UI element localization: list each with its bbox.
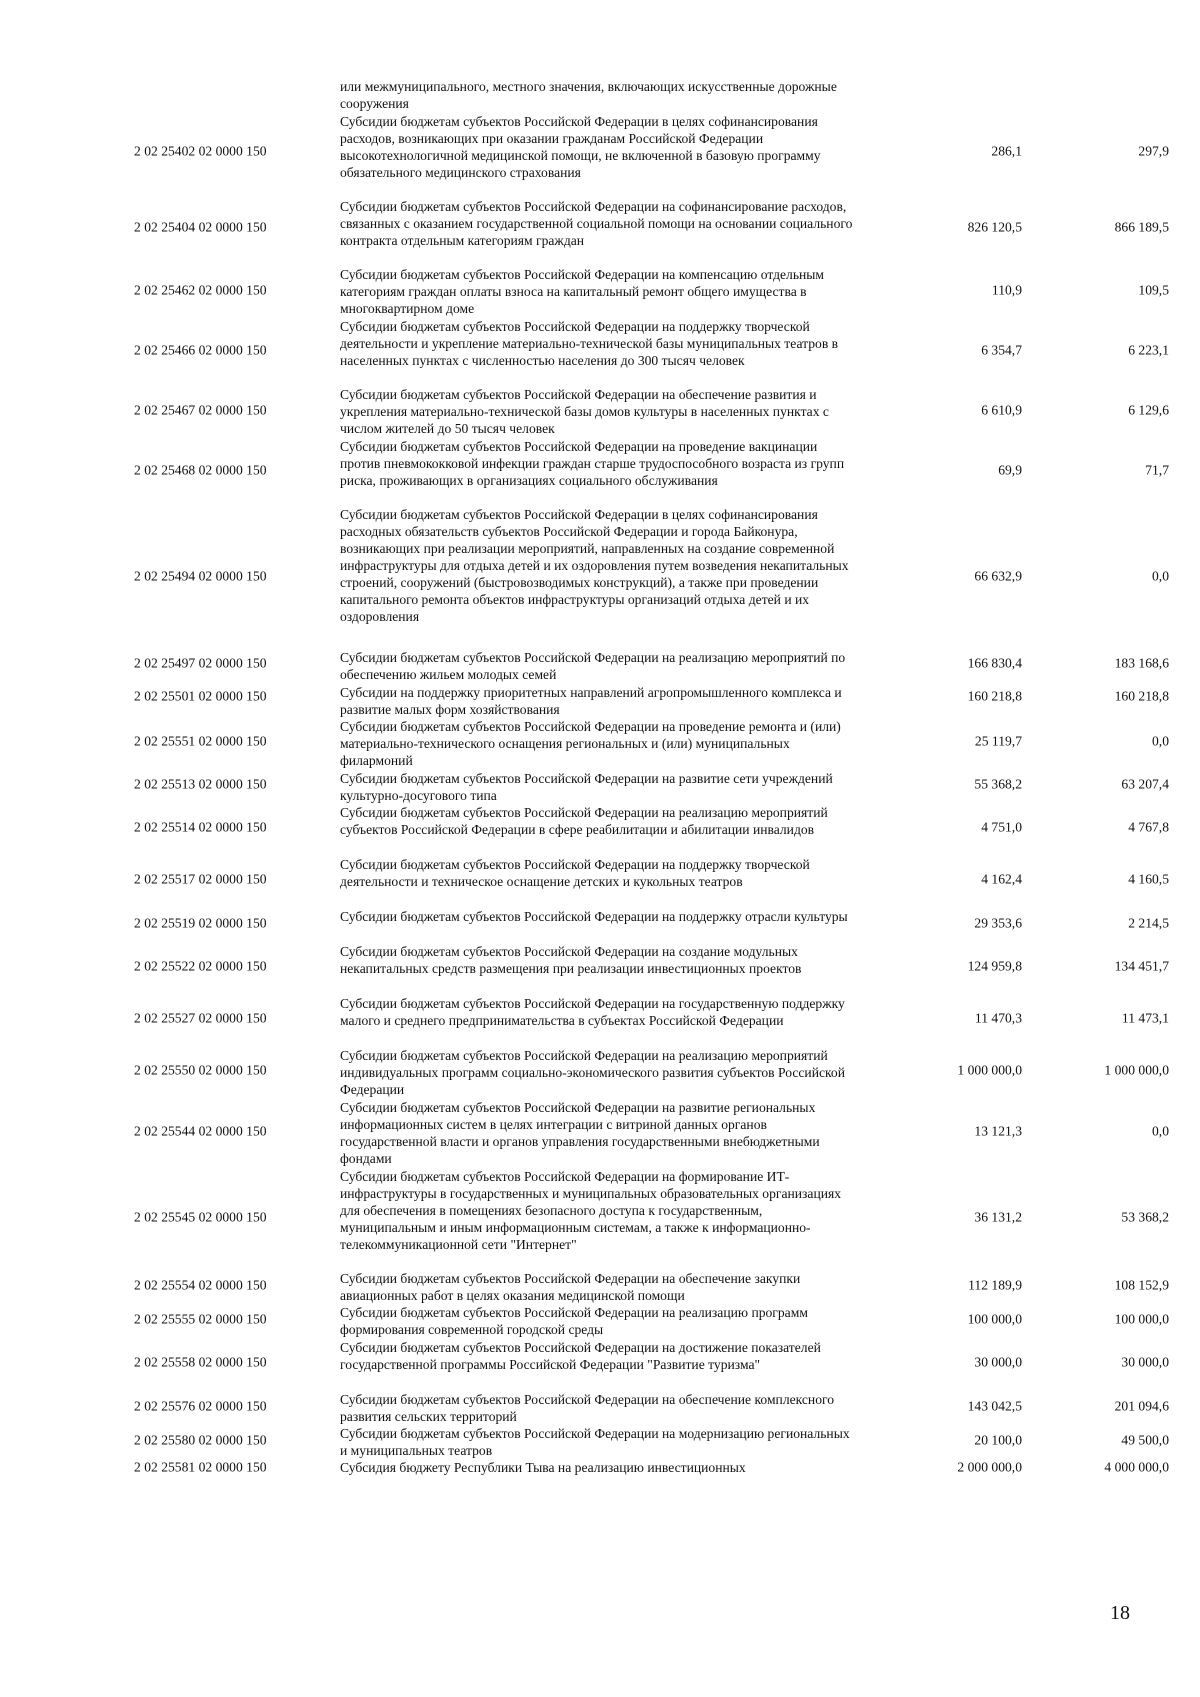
amount-year-1: 4 162,4 [981, 871, 1022, 887]
budget-description: Субсидии бюджетам субъектов Российской Федерации на реализацию программ формирования современной городской среды [340, 1305, 808, 1337]
amount-year-1: 69,9 [998, 462, 1022, 478]
budget-description: Субсидии бюджетам субъектов Российской Федерации на компенсацию отдельным категориям граждан оплаты взноса на капитальный ремонт общего имущества в многоквартирном доме [340, 267, 825, 316]
budget-description: Субсидии на поддержку приоритетных направлений агропромышленного комплекса и развитие малых форм хозяйствования [340, 685, 842, 717]
amount-year-1: 286,1 [991, 143, 1022, 159]
amount-year-2: 4 000 000,0 [1104, 1459, 1169, 1475]
budget-code: 2 02 25550 02 0000 150 [134, 1062, 267, 1078]
amount-year-1: 13 121,3 [974, 1123, 1022, 1139]
amount-year-2: 201 094,6 [1114, 1398, 1169, 1414]
budget-code: 2 02 25576 02 0000 150 [134, 1398, 267, 1414]
amount-year-1: 11 470,3 [974, 1010, 1022, 1026]
amount-year-1: 29 353,6 [974, 915, 1022, 931]
budget-description: Субсидии бюджетам субъектов Российской Федерации на реализацию мероприятий индивидуальных программ социально-экономического развития субъектов Российской Федерации [340, 1048, 845, 1097]
budget-code: 2 02 25551 02 0000 150 [134, 733, 267, 749]
amount-year-2: 134 451,7 [1114, 958, 1169, 974]
budget-code: 2 02 25555 02 0000 150 [134, 1311, 267, 1327]
amount-year-2: 4 160,5 [1128, 871, 1169, 887]
budget-code: 2 02 25522 02 0000 150 [134, 958, 267, 974]
budget-code: 2 02 25466 02 0000 150 [134, 342, 267, 358]
budget-code: 2 02 25558 02 0000 150 [134, 1354, 267, 1370]
budget-code: 2 02 25554 02 0000 150 [134, 1277, 267, 1293]
amount-year-1: 1 000 000,0 [957, 1062, 1022, 1078]
amount-year-2: 866 189,5 [1114, 219, 1169, 235]
budget-description: Субсидии бюджетам субъектов Российской Федерации на создание модульных некапитальных средств размещения при реализации инвестиционных проектов [340, 944, 802, 976]
budget-description: Субсидии бюджетам субъектов Российской Федерации на достижение показателей государственной программы Российской Федерации "Развитие туризма" [340, 1340, 821, 1372]
amount-year-1: 30 000,0 [974, 1354, 1022, 1370]
amount-year-1: 66 632,9 [974, 568, 1022, 584]
amount-year-2: 49 500,0 [1121, 1432, 1169, 1448]
budget-code: 2 02 25513 02 0000 150 [134, 776, 267, 792]
amount-year-1: 6 610,9 [981, 402, 1022, 418]
intro-text: или межмуниципального, местного значения, включающих искусственные дорожные сооружения [340, 79, 837, 111]
amount-year-1: 100 000,0 [967, 1311, 1022, 1327]
amount-year-1: 826 120,5 [967, 219, 1022, 235]
budget-description: Субсидии бюджетам субъектов Российской Федерации на поддержку творческой деятельности и укрепление материально-технической базы муниципальных театров в населенных пунктах с численностью населения до 300 тысяч человек [340, 319, 839, 368]
budget-code: 2 02 25545 02 0000 150 [134, 1209, 267, 1225]
budget-code: 2 02 25544 02 0000 150 [134, 1123, 267, 1139]
amount-year-1: 25 119,7 [974, 733, 1022, 749]
budget-description: Субсидии бюджетам субъектов Российской Федерации на проведение ремонта и (или) материально-технического оснащения региональных и (или) муниципальных филармоний [340, 719, 841, 768]
budget-description: Субсидии бюджетам субъектов Российской Федерации в целях софинансирования расходных обязательств субъектов Российской Федерации и города Байконура, возникающих при реализации мероприятий, направленных на создание современной инфраструктуры для отдыха детей и их оздоровления путем возведения некапитальных строений, сооружений (быстровозводимых конструкций), а также при проведении капитального ремонта объектов инфраструктуры организаций отдыха детей и их оздоровления [340, 507, 849, 624]
amount-year-2: 6 129,6 [1128, 402, 1169, 418]
amount-year-1: 110,9 [991, 282, 1022, 298]
budget-code: 2 02 25580 02 0000 150 [134, 1432, 267, 1448]
amount-year-2: 30 000,0 [1121, 1354, 1169, 1370]
amount-year-2: 0,0 [1152, 733, 1169, 749]
budget-description: Субсидии бюджетам субъектов Российской Федерации на обеспечение комплексного развития сельских территорий [340, 1392, 835, 1424]
amount-year-2: 6 223,1 [1128, 342, 1169, 358]
budget-code: 2 02 25497 02 0000 150 [134, 655, 267, 671]
budget-description: Субсидии бюджетам субъектов Российской Федерации на обеспечение развития и укрепления материально-технической базы домов культуры в населенных пунктах с числом жителей до 50 тысяч человек [340, 387, 829, 436]
amount-year-1: 112 189,9 [968, 1277, 1022, 1293]
budget-code: 2 02 25527 02 0000 150 [134, 1010, 267, 1026]
amount-year-2: 71,7 [1145, 462, 1169, 478]
budget-description: Субсидии бюджетам субъектов Российской Федерации на софинансирование расходов, связанных с оказанием государственной социальной помощи на основании социального контракта отдельным категориям граждан [340, 199, 853, 248]
amount-year-2: 11 473,1 [1121, 1010, 1169, 1026]
amount-year-1: 124 959,8 [967, 958, 1022, 974]
amount-year-1: 2 000 000,0 [957, 1459, 1022, 1475]
budget-code: 2 02 25514 02 0000 150 [134, 819, 267, 835]
budget-description: Субсидии бюджетам субъектов Российской Федерации на модернизацию региональных и муниципальных театров [340, 1426, 850, 1458]
amount-year-2: 297,9 [1138, 143, 1169, 159]
amount-year-2: 63 207,4 [1121, 776, 1169, 792]
budget-code: 2 02 25402 02 0000 150 [134, 143, 267, 159]
amount-year-2: 4 767,8 [1128, 819, 1169, 835]
amount-year-2: 2 214,5 [1128, 915, 1169, 931]
budget-description: Субсидии бюджетам субъектов Российской Федерации на формирование ИТ-инфраструктуры в государственных и муниципальных образовательных организациях для обеспечения в помещениях безопасного доступа к государственным, муниципальным и иным информационным системам, а также к информационно-телекоммуникационной сети "Интернет" [340, 1169, 842, 1252]
budget-code: 2 02 25462 02 0000 150 [134, 282, 267, 298]
amount-year-2: 0,0 [1152, 1123, 1169, 1139]
budget-code: 2 02 25468 02 0000 150 [134, 462, 267, 478]
amount-year-2: 100 000,0 [1114, 1311, 1169, 1327]
amount-year-1: 55 368,2 [974, 776, 1022, 792]
budget-description: Субсидии бюджетам субъектов Российской Федерации на обеспечение закупки авиационных работ в целях оказания медицинской помощи [340, 1271, 801, 1303]
budget-description: Субсидия бюджету Республики Тыва на реализацию инвестиционных [340, 1460, 746, 1475]
budget-description: Субсидии бюджетам субъектов Российской Федерации на развитие сети учреждений культурно-досугового типа [340, 771, 833, 803]
amount-year-1: 166 830,4 [967, 655, 1022, 671]
amount-year-1: 4 751,0 [981, 819, 1022, 835]
budget-description: Субсидии бюджетам субъектов Российской Федерации на поддержку отрасли культуры [340, 909, 848, 924]
budget-code: 2 02 25519 02 0000 150 [134, 915, 267, 931]
page-number: 18 [1110, 1602, 1130, 1624]
budget-code: 2 02 25467 02 0000 150 [134, 402, 267, 418]
budget-description: Субсидии бюджетам субъектов Российской Федерации на государственную поддержку малого и среднего предпринимательства в субъектах Российской Федерации [340, 996, 845, 1028]
amount-year-1: 160 218,8 [967, 688, 1022, 704]
amount-year-2: 1 000 000,0 [1104, 1062, 1169, 1078]
amount-year-1: 36 131,2 [974, 1209, 1022, 1225]
budget-code: 2 02 25517 02 0000 150 [134, 871, 267, 887]
budget-description: Субсидии бюджетам субъектов Российской Федерации в целях софинансирования расходов, возникающих при оказании гражданам Российской Федерации высокотехнологичной медицинской помощи, не включенной в базовую программу обязательного медицинского страхования [340, 114, 821, 180]
amount-year-1: 20 100,0 [974, 1432, 1022, 1448]
amount-year-2: 183 168,6 [1114, 655, 1169, 671]
budget-code: 2 02 25501 02 0000 150 [134, 688, 267, 704]
budget-description: Субсидии бюджетам субъектов Российской Федерации на поддержку творческой деятельности и техническое оснащение детских и кукольных театров [340, 857, 810, 889]
budget-description: Субсидии бюджетам субъектов Российской Федерации на проведение вакцинации против пневмококковой инфекции граждан старше трудоспособного возраста из групп риска, проживающих в организациях социального обслуживания [340, 439, 845, 488]
amount-year-2: 109,5 [1138, 282, 1169, 298]
amount-year-2: 160 218,8 [1114, 688, 1169, 704]
amount-year-2: 0,0 [1152, 568, 1169, 584]
budget-code: 2 02 25404 02 0000 150 [134, 219, 267, 235]
budget-code: 2 02 25581 02 0000 150 [134, 1459, 267, 1475]
budget-code: 2 02 25494 02 0000 150 [134, 568, 267, 584]
budget-description: Субсидии бюджетам субъектов Российской Федерации на развитие региональных информационных систем в целях интеграции с витриной данных органов государственной власти и органов управления государственными внебюджетными фондами [340, 1100, 820, 1166]
amount-year-2: 108 152,9 [1114, 1277, 1169, 1293]
amount-year-1: 6 354,7 [981, 342, 1022, 358]
budget-description: Субсидии бюджетам субъектов Российской Федерации на реализацию мероприятий по обеспечению жильем молодых семей [340, 650, 846, 682]
amount-year-2: 53 368,2 [1121, 1209, 1169, 1225]
budget-description: Субсидии бюджетам субъектов Российской Федерации на реализацию мероприятий субъектов Российской Федерации в сфере реабилитации и абилитации инвалидов [340, 805, 828, 837]
amount-year-1: 143 042,5 [967, 1398, 1022, 1414]
